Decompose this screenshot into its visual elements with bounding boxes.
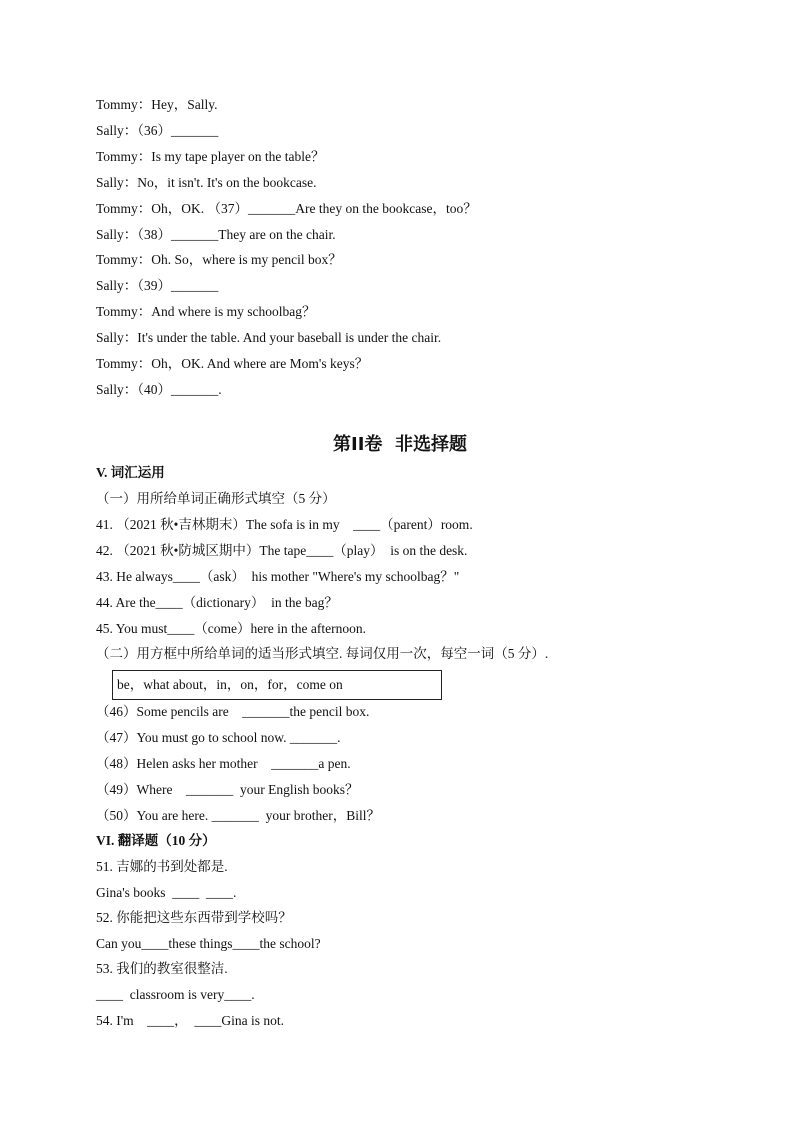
subsection-instruction: （二）用方框中所给单词的适当形式填空. 每词仅用一次，每空一词（5 分）.	[96, 646, 549, 661]
dialogue-line: Sally：It's under the table. And your baseball is under the chair.	[96, 330, 442, 345]
dialogue-line: Sally：（40）_______.	[96, 382, 222, 397]
section-heading: VI. 翻译题（10 分）	[96, 833, 216, 848]
dialogue-line: Tommy：Oh，OK. （37）_______Are they on the bookcase，too？	[96, 201, 477, 216]
question-item: （50）You are here. _______ your brother，Bill？	[96, 808, 380, 823]
dialogue-line: Tommy：And where is my schoolbag？	[96, 304, 316, 319]
answer-line: Gina's books ____ ____.	[96, 885, 237, 900]
dialogue-line: Tommy：Oh，OK. And where are Mom's keys？	[96, 356, 369, 371]
question-item: 53. 我们的教室很整洁.	[96, 961, 228, 976]
dialogue-line: Tommy：Is my tape player on the table？	[96, 149, 325, 164]
question-item: 42. （2021 秋•防城区期中）The tape____（play） is on the desk.	[96, 543, 468, 558]
question-item: 45. You must____（come）here in the afternoon.	[96, 621, 366, 636]
question-item: 44. Are the____（dictionary） in the bag？	[96, 595, 338, 610]
word-box	[112, 670, 442, 700]
subsection-instruction: （一）用所给单词正确形式填空（5 分）	[96, 491, 336, 506]
dialogue-line: Sally：No，it isn't. It's on the bookcase.	[96, 175, 317, 190]
question-item: （46）Some pencils are _______the pencil box.	[96, 704, 370, 719]
dialogue-line: Tommy：Oh. So，where is my pencil box？	[96, 252, 342, 267]
dialogue-line: Sally：（39）_______	[96, 278, 219, 293]
question-item: 41. （2021 秋•吉林期末）The sofa is in my ____（parent）room.	[96, 517, 473, 532]
dialogue-line: Sally：（36）_______	[96, 123, 219, 138]
answer-line: ____ classroom is very____.	[96, 987, 255, 1002]
part-title: 第II卷 非选择题	[333, 434, 467, 455]
question-item: 52. 你能把这些东西带到学校吗？	[96, 910, 292, 925]
question-item: 43. He always____（ask） his mother "Where's my schoolbag？"	[96, 569, 460, 584]
dialogue-line: Tommy：Hey，Sally.	[96, 97, 218, 112]
answer-line: Can you____these things____the school?	[96, 936, 321, 951]
section-heading: V. 词汇运用	[96, 465, 165, 480]
word-box-text: be，what about，in，on，for，come on	[117, 677, 343, 692]
question-item: （49）Where _______ your English books？	[96, 782, 359, 797]
question-item: 51. 吉娜的书到处都是.	[96, 859, 228, 874]
question-item: （48）Helen asks her mother _______a pen.	[96, 756, 351, 771]
question-item: 54. I'm ____， ____Gina is not.	[96, 1013, 285, 1028]
question-item: （47）You must go to school now. _______.	[96, 730, 341, 745]
dialogue-line: Sally：（38）_______They are on the chair.	[96, 227, 336, 242]
